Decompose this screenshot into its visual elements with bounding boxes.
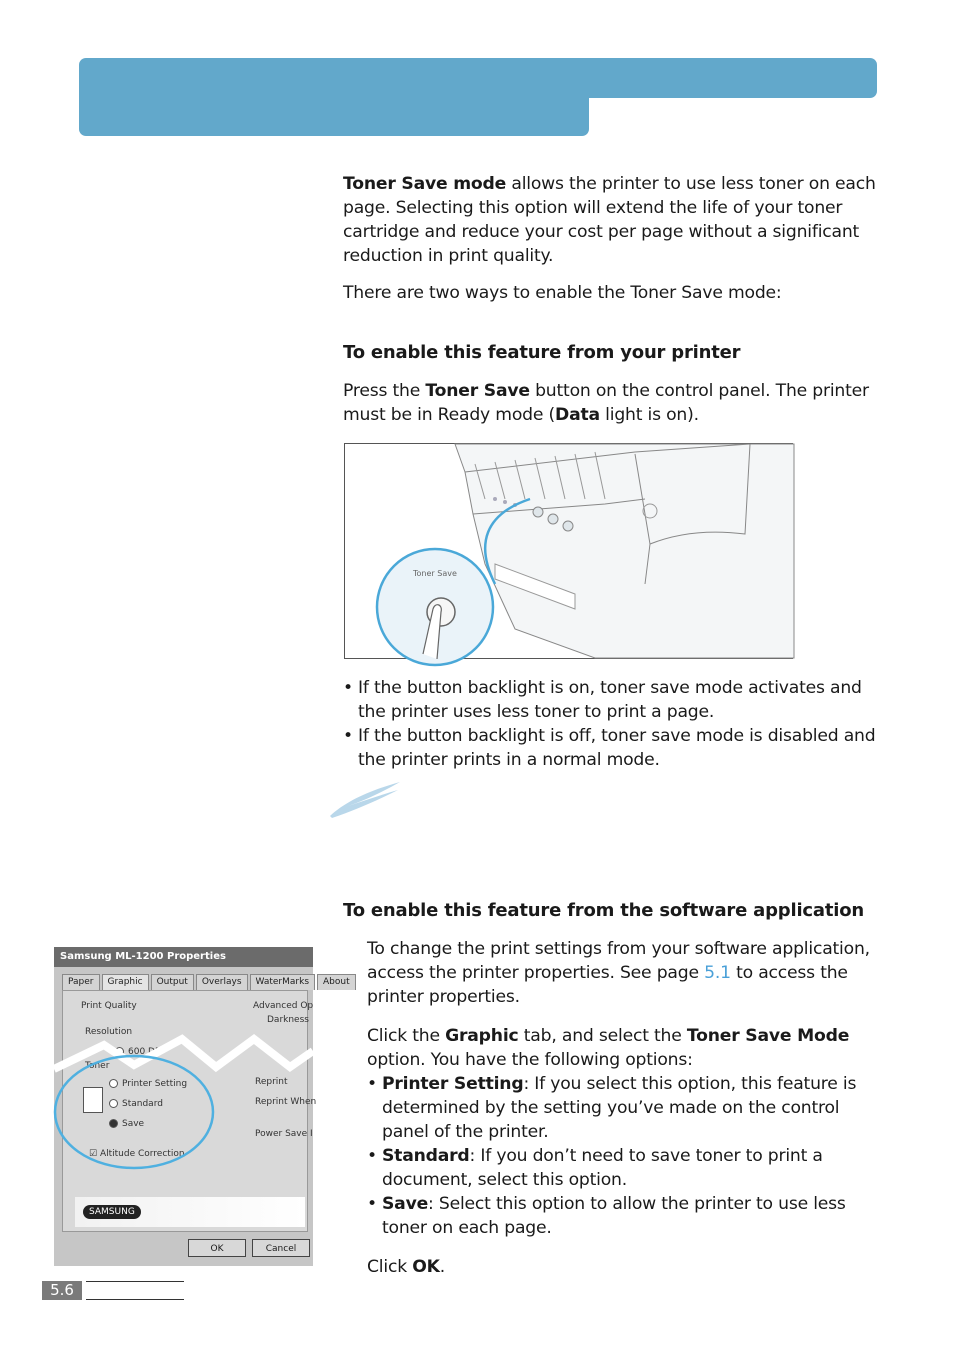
option-save: • Save: Select this option to allow the printer to use less toner on each page. (367, 1194, 846, 1238)
tab-overlays[interactable]: Overlays (196, 974, 248, 990)
tab-about[interactable]: About (317, 974, 356, 990)
samsung-logo: SAMSUNG (83, 1205, 141, 1219)
intro-paragraph: Toner Save mode allows the printer to use less toner on each page. Selecting this option will extend the life of your toner cartridge and reduce your cost per page without a significant reduction in print quality. (343, 174, 876, 266)
resolution-label: Resolution (85, 1027, 133, 1037)
software-paragraph-2 (367, 1024, 882, 1240)
printer-drawing (345, 444, 794, 660)
printer-instruction: Press the Toner Save button on the control panel. The printer must be in Ready mode (Data light is on). (343, 381, 869, 425)
radio-printer-setting[interactable]: Printer Setting (109, 1079, 187, 1089)
tab-watermarks[interactable]: WaterMarks (250, 974, 316, 990)
toner-label: Toner (85, 1061, 110, 1071)
bullet-item: • If the button backlight is off, toner save mode is disabled and the printer prints in a normal mode. (343, 726, 876, 770)
tab-output[interactable]: Output (151, 974, 194, 990)
ways-paragraph: There are two ways to enable the Toner Save mode: (343, 283, 782, 303)
footer-rule-bottom (86, 1299, 184, 1300)
tab-graphic[interactable]: Graphic (102, 974, 149, 990)
print-quality-label: Print Quality (81, 1001, 137, 1011)
ok-button[interactable]: OK (188, 1239, 246, 1257)
software-paragraph-1: To change the print settings from your software application, access the printer properties. See page 5.1 to access the printer properties. (367, 939, 870, 1007)
properties-dialog-screenshot (54, 947, 350, 1266)
click-ok-text: Click OK. (367, 1257, 446, 1277)
dialog-title-bar: Samsung ML-1200 Properties (54, 947, 313, 967)
option-standard: • Standard: If you don’t need to save toner to print a document, select this option. (367, 1146, 823, 1190)
bullet-item: • If the button backlight is on, toner save mode activates and the printer uses less toner to print a page. (343, 678, 862, 722)
darkness-label: Darkness (267, 1015, 309, 1025)
reprint-when-label: Reprint When (255, 1097, 317, 1107)
power-save-label: Power Save I (255, 1129, 313, 1139)
software-section-heading: To enable this feature from the software application (343, 900, 865, 921)
cancel-button[interactable]: Cancel (252, 1239, 310, 1257)
page-link[interactable]: 5.1 (704, 963, 731, 983)
option-printer-setting: • Printer Setting: If you select this option, this feature is determined by the setting you’ve made on the control panel of the printer. (367, 1074, 857, 1142)
graphic-instruction: Click the Graphic tab, and select the Toner Save Mode option. You have the following options: (367, 1026, 850, 1070)
radio-save[interactable]: Save (109, 1119, 144, 1129)
toner-save-label: Toner Save (413, 569, 457, 578)
printer-section-heading: To enable this feature from your printer (343, 342, 741, 363)
reprint-label: Reprint (255, 1077, 288, 1087)
page-number: 5.6 (42, 1281, 82, 1300)
highlight-overlay (54, 947, 313, 1266)
note-brush-stroke (326, 776, 406, 822)
backlight-bullets (343, 676, 883, 772)
radio-standard[interactable]: Standard (109, 1099, 163, 1109)
chapter-banner-tab (79, 80, 589, 136)
tab-paper[interactable]: Paper (62, 974, 100, 990)
advanced-options-label: Advanced Op (253, 1001, 314, 1011)
resolution-600dpi[interactable]: 600 DPI (115, 1047, 163, 1057)
printer-illustration (344, 443, 793, 659)
altitude-correction-checkbox[interactable]: ☑ Altitude Correction (89, 1149, 185, 1159)
footer-rule-top (86, 1281, 184, 1282)
